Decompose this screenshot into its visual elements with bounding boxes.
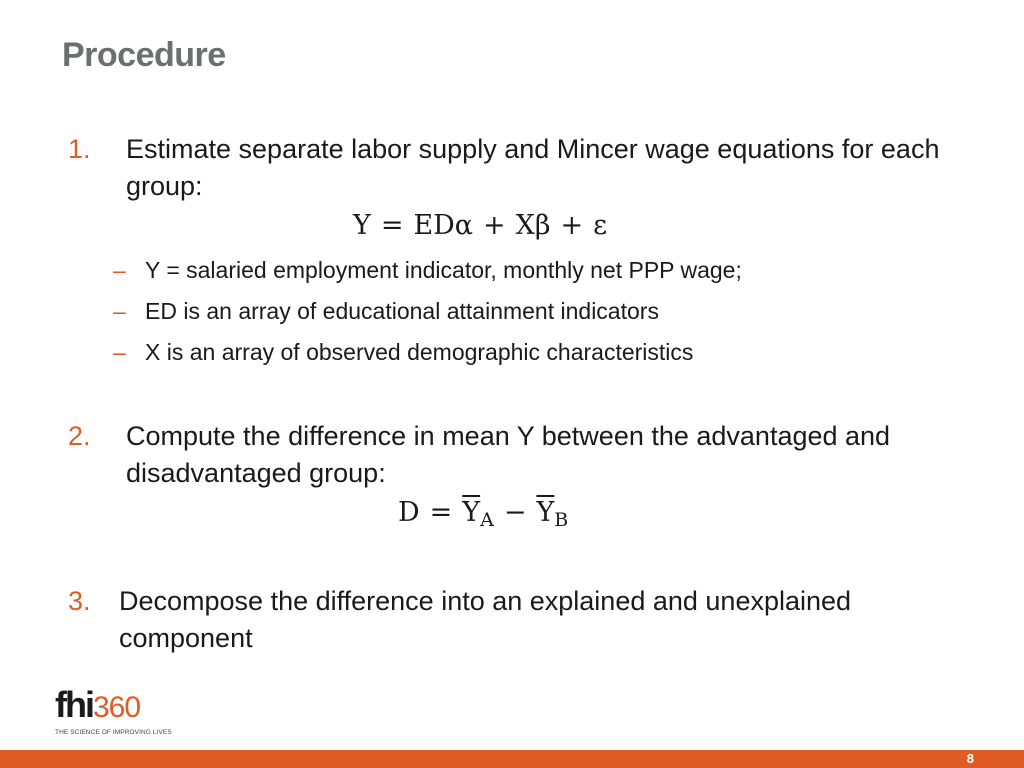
logo-tagline: THE SCIENCE OF IMPROVING LIVES xyxy=(55,729,172,736)
eq2-subscript-a: A xyxy=(480,509,494,531)
eq2-mean-y-a: $\overline{Y}$ xyxy=(462,497,481,528)
page-number: 8 xyxy=(966,751,974,766)
eq2-equals: = xyxy=(429,497,453,528)
fhi360-logo xyxy=(55,684,172,736)
eq1-term-ed-alpha: EDα xyxy=(413,210,474,241)
eq1-plus-2: + xyxy=(560,210,584,241)
bullet-text: Y = salaried employment indicator, monthly net PPP wage; xyxy=(145,257,742,283)
eq1-term-x-beta: Xβ xyxy=(515,210,551,241)
bullet-dash: – xyxy=(113,339,126,365)
step-1-number: 1. xyxy=(68,134,91,164)
logo-fhi: fhi xyxy=(55,684,93,725)
equation-1 xyxy=(353,210,607,241)
footer-bar xyxy=(0,750,1024,768)
bullet-dash: – xyxy=(113,298,126,324)
step-2-text: Compute the difference in mean Y between the advantaged and disadvantaged group: xyxy=(126,421,891,488)
eq1-lhs: Y xyxy=(353,210,371,241)
eq1-term-epsilon: ε xyxy=(593,210,608,241)
equation-2 xyxy=(398,497,568,531)
step-3-text: Decompose the difference into an explained and unexplained component xyxy=(119,586,852,653)
step-2-number: 2. xyxy=(68,421,91,451)
eq1-equals: = xyxy=(380,210,404,241)
eq2-subscript-b: B xyxy=(554,509,569,531)
eq1-plus-1: + xyxy=(483,210,506,241)
logo-mark xyxy=(55,684,165,725)
eq2-minus: − xyxy=(503,497,527,528)
slide-title: Procedure xyxy=(62,36,226,74)
step-3-number: 3. xyxy=(68,586,91,616)
eq2-mean-y-b: $\overline{Y}$ xyxy=(536,497,555,528)
eq2-lhs: D xyxy=(398,497,420,528)
logo-360: 360 xyxy=(92,691,141,724)
bullet-dash: – xyxy=(113,257,126,283)
bullet-text: ED is an array of educational attainment indicators xyxy=(145,298,659,324)
step-1-text: Estimate separate labor supply and Mincer wage equations for each group: xyxy=(126,134,940,201)
bullet-text: X is an array of observed demographic characteristics xyxy=(145,339,694,365)
